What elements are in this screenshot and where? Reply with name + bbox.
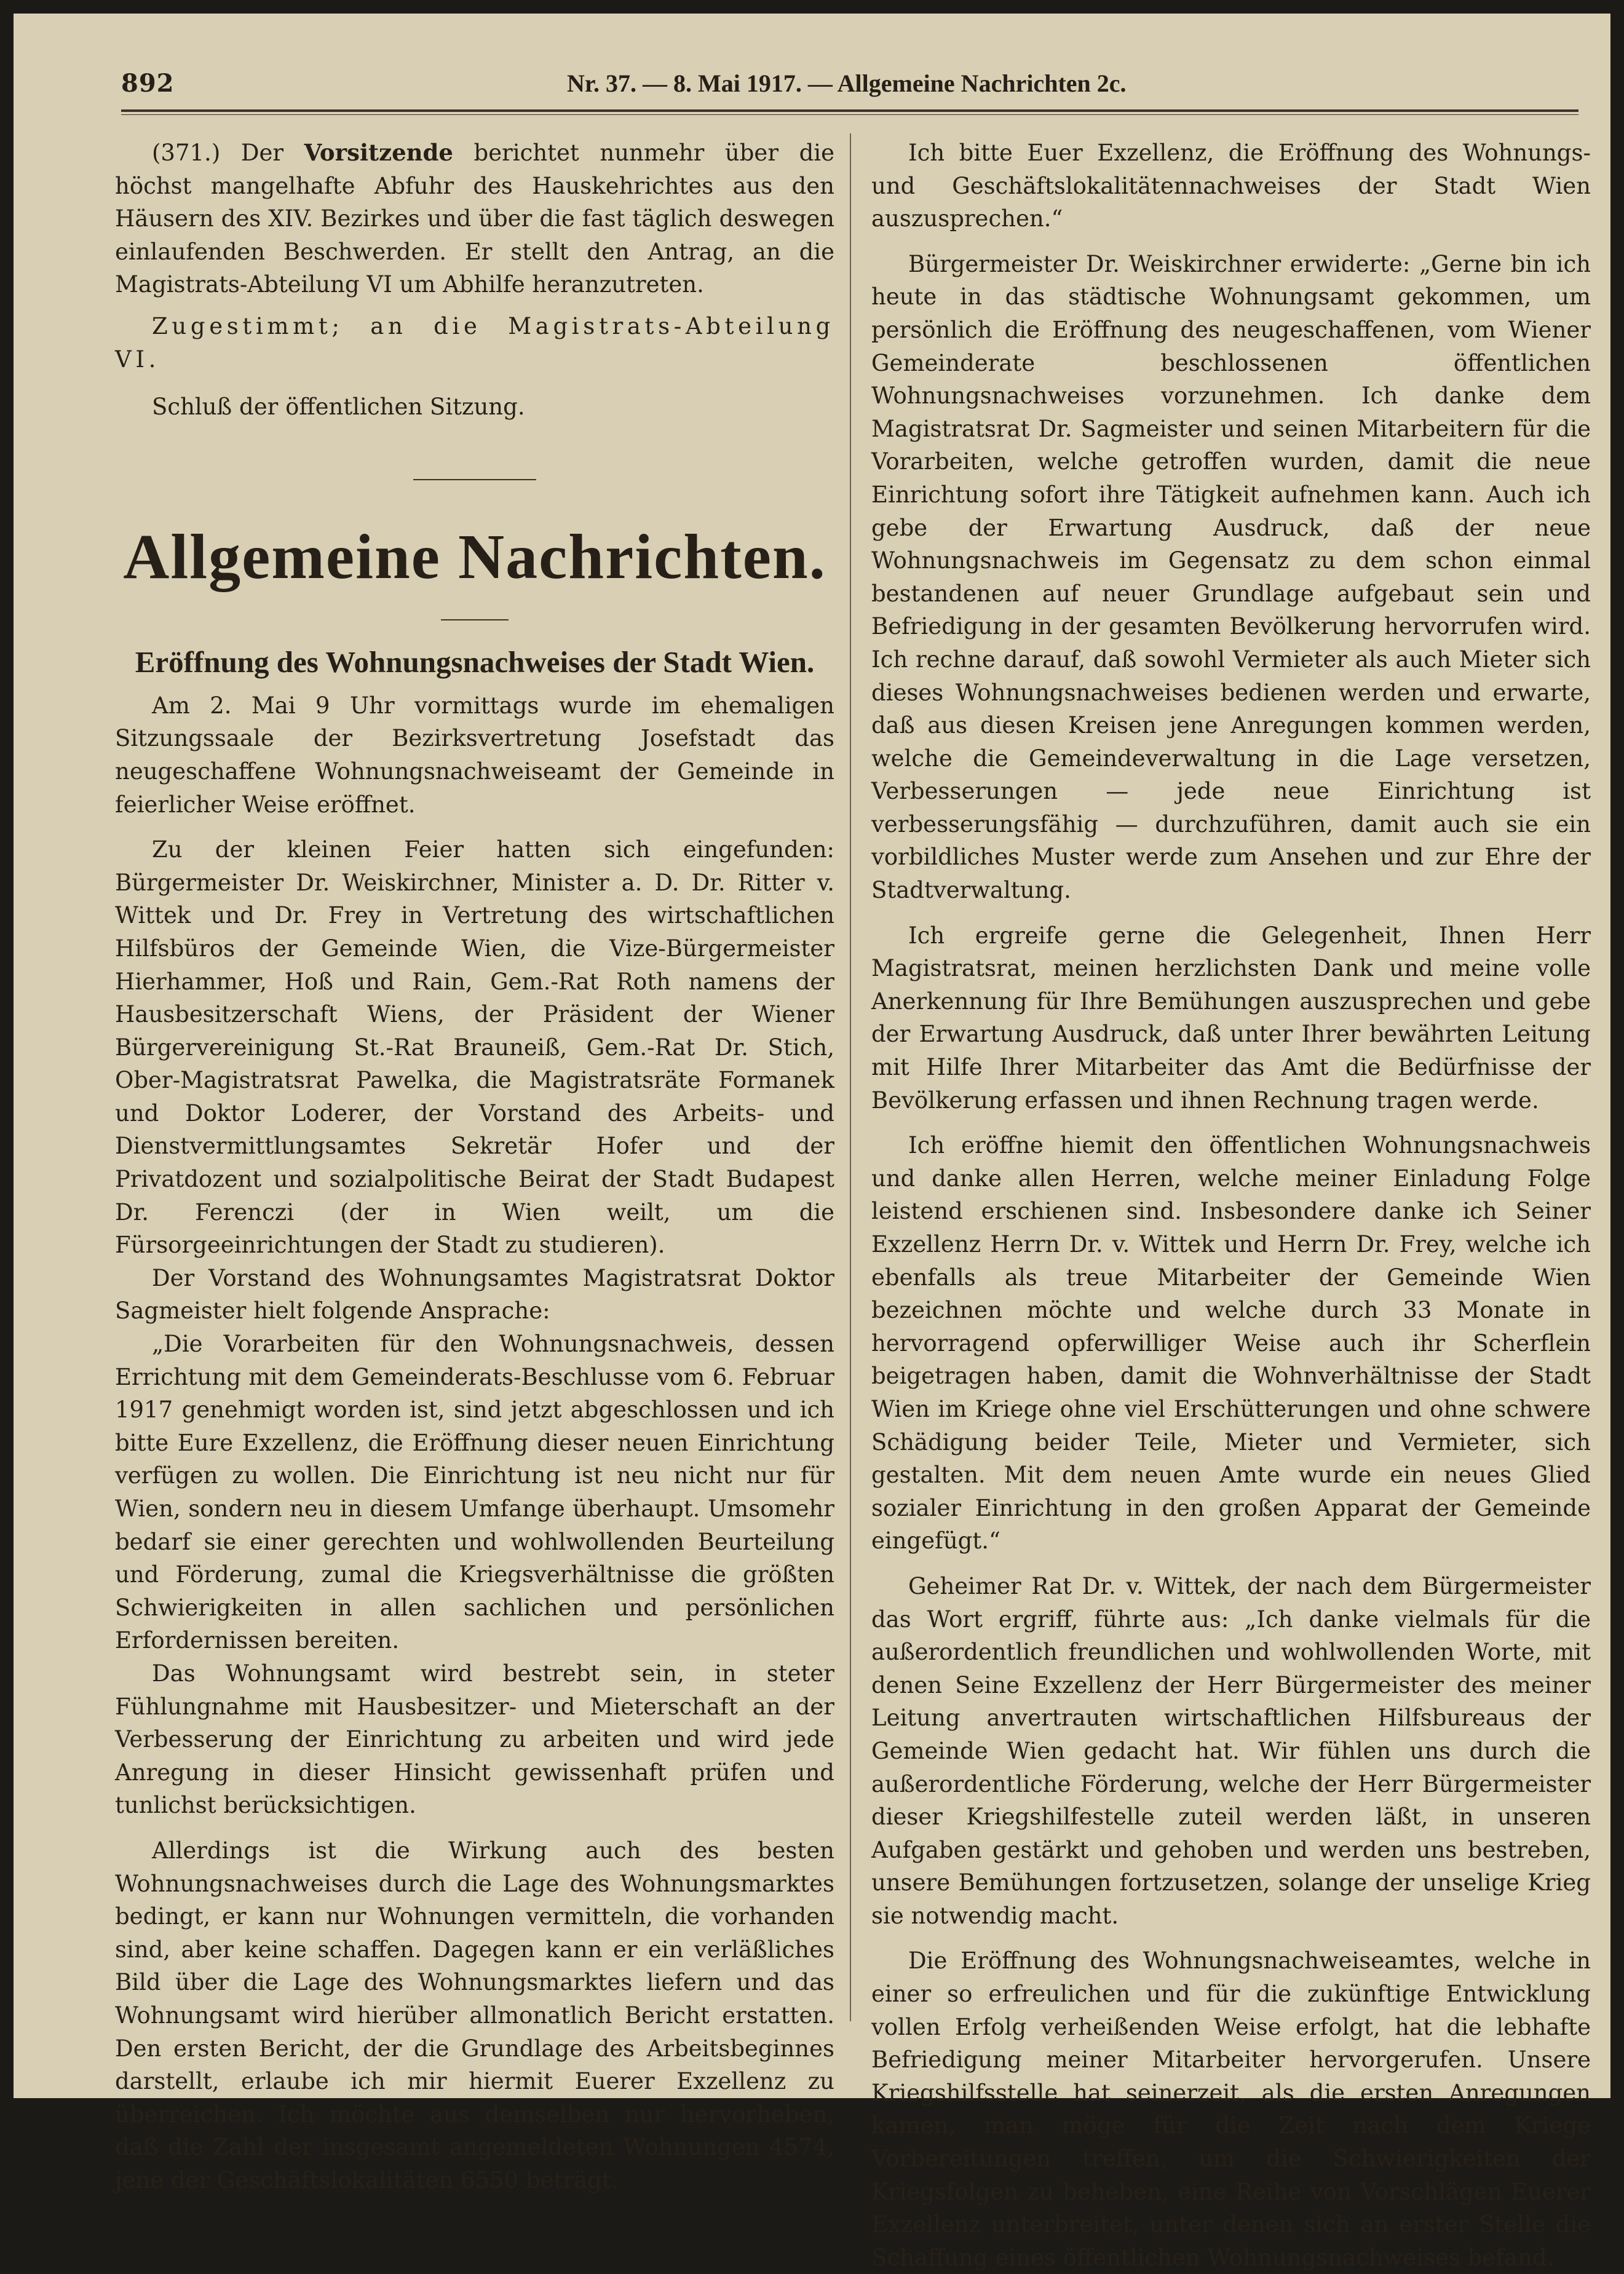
article-paragraph: Die Eröffnung des Wohnungsnachweiseamtes, welche in einer so erfreulichen und für die zukünftige Entwicklung vollen Erfolg verheißenden Weise erfolgt, hat die lebhafte Befriedigung meiner Mitarbeiter hervorgerufen. Unsere Kriegshilfsstelle hat seinerzeit, als die ersten Anregungen kamen, man möge für die Zeit nach dem Kriege Vorbereitungen treffen, um die Schwierigkeiten der Kriegsfolgen zu beheben, eine Reihe von Vorschlägen Euerer Exzellenz unterbreitet, unter denen sich an erster Stelle die Schaffung eines öffentlichen Wohnungsnachweises befand. xyxy=(871,1947,1591,2271)
left-column xyxy=(115,137,834,2197)
header-rule xyxy=(121,109,1578,112)
section-divider xyxy=(413,479,536,480)
article-paragraph: Das Wohnungsamt wird bestrebt sein, in steter Fühlungnahme mit Hausbesitzer- und Mieterschaft an der Verbesserung der Einrichtung zu arbeiten und wird jede Anregung in dieser Hinsicht gewissenhaft prüfen und tunlichst berücksichtigen. xyxy=(115,1660,834,1819)
protocol-text: berichtet nunmehr über die höchst mangelhafte Abfuhr des Hauskehrichtes aus den Häusern des XIV. Bezirkes und über die fast täglich deswegen einlaufenden Beschwerden. Er stellt den Antrag, an die Magistrats-Abteilung VI um Abhilfe heranzutreten. xyxy=(115,140,834,298)
speaker-name: Vorsitzende xyxy=(304,139,453,166)
running-title: Nr. 37. — 8. Mai 1917. — Allgemeine Nachrichten 2c. xyxy=(567,69,1127,97)
newspaper-page xyxy=(14,14,1610,2271)
session-close-line: Schluß der öffentlichen Sitzung. xyxy=(152,394,525,421)
section-heading: Allgemeine Nachrichten. xyxy=(123,521,826,592)
column-divider xyxy=(850,133,851,2021)
header-rule-thin xyxy=(121,114,1578,115)
article-paragraph: „Die Vorarbeiten für den Wohnungsnachweis, dessen Errichtung mit dem Gemeinderats-Beschlusse vom 6. Februar 1917 genehmigt worden ist, sind jetzt abgeschlossen und ich bitte Eure Exzellenz, die Eröffnung dieser neuen Einrichtung verfügen zu wollen. Die Einrichtung ist neu nicht nur für Wien, sondern neu in diesem Umfange überhaupt. Umsomehr bedarf sie einer gerechten und wohlwollenden Beurteilung und Förderung, zumal die Kriegsverhältnisse die größten Schwierigkeiten in allen sachlichen und persönlichen Erfordernissen bereiten. xyxy=(115,1331,834,1654)
resolution-line: Zugestimmt; an die Magistrats-Abteilung VI. xyxy=(115,312,834,373)
right-column xyxy=(871,137,1591,2274)
article-paragraph: Allerdings ist die Wirkung auch des besten Wohnungsnachweises durch die Lage des Wohnungsmarktes bedingt, er kann nur Wohnungen vermitteln, die vorhanden sind, aber keine schaffen. Dagegen kann er ein verläßliches Bild über die Lage des Wohnungsmarktes liefern und das Wohnungsamt wird hierüber allmonatlich Bericht erstatten. Den ersten Bericht, der die Grundlage des Arbeitsbeginnes darstellt, erlaube ich mir hiermit Euerer Exzellenz zu überreichen. Ich möchte aus demselben nur hervorheben, daß die Zahl der insgesamt angemeldeten Wohnungen 4574, jene der Geschäftslokalitäten 6550 beträgt. xyxy=(115,1837,834,2193)
protocol-paragraph-371 xyxy=(115,137,834,301)
protocol-number-text: (371.) Der xyxy=(152,140,304,166)
article-paragraph: Am 2. Mai 9 Uhr vormittags wurde im ehemaligen Sitzungssaale der Bezirksvertretung Josefstadt das neugeschaffene Wohnungsnachweiseamt der Gemeinde in feierlicher Weise eröffnet. xyxy=(115,692,834,818)
page-number: 892 xyxy=(121,69,175,98)
heading-rule xyxy=(441,619,509,620)
article-paragraph: Bürgermeister Dr. Weiskirchner erwiderte: „Gerne bin ich heute in das städtische Wohnungsamt gekommen, um persönlich die Eröffnung des neugeschaffenen, vom Wiener Gemeinderate beschlossenen öffentlichen Wohnungsnachweises vorzunehmen. Ich danke dem Magistratsrat Dr. Sagmeister und seinen Mitarbeitern für die Vorarbeiten, welche getroffen wurden, damit die neue Einrichtung sofort ihre Tätigkeit aufnehmen kann. Auch ich gebe der Erwartung Ausdruck, daß der neue Wohnungsnachweis im Gegensatz zu dem schon einmal bestandenen auf neuer Grundlage aufgebaut sein und Befriedigung in der gesamten Bevölkerung hervorrufen wird. Ich rechne darauf, daß sowohl Vermieter als auch Mieter sich dieses Wohnungsnachweises bedienen werden und erwarte, daß aus diesen Kreisen jene Anregungen kommen werden, welche die Gemeindeverwaltung in die Lage versetzen, Verbesserungen — jede neue Einrichtung ist verbesserungsfähig — durchzuführen, damit auch sie ein vorbildliches Muster werde zum Ansehen und zur Ehre der Stadtverwaltung. xyxy=(871,250,1591,904)
article-paragraph: Ich eröffne hiemit den öffentlichen Wohnungsnachweis und danke allen Herren, welche meiner Einladung Folge leistend erschienen sind. Insbesondere danke ich Seiner Exzellenz Herrn Dr. v. Wittek und Herrn Dr. Frey, welche ich ebenfalls als treue Mitarbeiter der Gemeinde Wien bezeichnen möchte und welche durch 33 Monate in hervorragend opferwilliger Weise auch ihr Scherflein beigetragen haben, damit die Wohnverhältnisse der Stadt Wien im Kriege ohne viel Erschütterungen und ohne schwere Schädigung beider Teile, Mieter und Vermieter, sich gestalten. Mit dem neuen Amte wurde ein neues Glied sozialer Einrichtung in den großen Apparat der Gemeinde eingefügt.“ xyxy=(871,1132,1591,1555)
article-paragraph: Ich ergreife gerne die Gelegenheit, Ihnen Herr Magistratsrat, meinen herzlichsten Dank und meine volle Anerkennung für Ihre Bemühungen auszusprechen und gebe der Erwartung Ausdruck, daß unter Ihrer bewährten Leitung mit Hilfe Ihrer Mitarbeiter das Amt die Bedürfnisse der Bevölkerung erfassen und ihnen Rechnung tragen werde. xyxy=(871,922,1591,1114)
article-paragraph: Ich bitte Euer Exzellenz, die Eröffnung des Wohnungs- und Geschäftslokalitätennachweises der Stadt Wien auszusprechen.“ xyxy=(871,140,1591,232)
article-paragraph: Der Vorstand des Wohnungsamtes Magistratsrat Doktor Sagmeister hielt folgende Ansprache: xyxy=(115,1264,834,1325)
article-paragraph: Geheimer Rat Dr. v. Wittek, der nach dem Bürgermeister das Wort ergriff, führte aus: „Ich danke vielmals für die außerordentlich freundlichen und wohlwollenden Worte, mit denen Seine Exzellenz der Herr Bürgermeister des meiner Leitung anvertrauten wirtschaftlichen Hilfsbureaus der Gemeinde Wien gedacht hat. Wir fühlen uns durch die außerordentliche Förderung, welche der Herr Bürgermeister dieser Kriegshilfestelle zuteil werden läßt, in unseren Aufgaben gestärkt und gehoben und werden uns bestreben, unsere Bemühungen fortzusetzen, solange der unselige Krieg sie notwendig macht. xyxy=(871,1572,1591,1929)
article-title: Eröffnung des Wohnungsnachweises der Stadt Wien. xyxy=(135,644,815,679)
article-paragraph: Zu der kleinen Feier hatten sich eingefunden: Bürgermeister Dr. Weiskirchner, Minister a. D. Dr. Ritter v. Wittek und Dr. Frey in Vertretung des wirtschaftlichen Hilfsbüros der Gemeinde Wien, die Vize-Bürgermeister Hierhammer, Hoß und Rain, Gem.-Rat Roth namens der Hausbesitzerschaft Wiens, der Präsident der Wiener Bürgervereinigung St.-Rat Brauneiß, Gem.-Rat Dr. Stich, Ober-Magistratsrat Pawelka, die Magistratsräte Formanek und Doktor Loderer, der Vorstand des Arbeits- und Dienstvermittlungsamtes Sekretär Hofer und der Privatdozent und sozialpolitische Beirat der Stadt Budapest Dr. Ferenczi (der in Wien weilt, um die Fürsorgeeinrichtungen der Stadt zu studieren). xyxy=(115,836,834,1259)
